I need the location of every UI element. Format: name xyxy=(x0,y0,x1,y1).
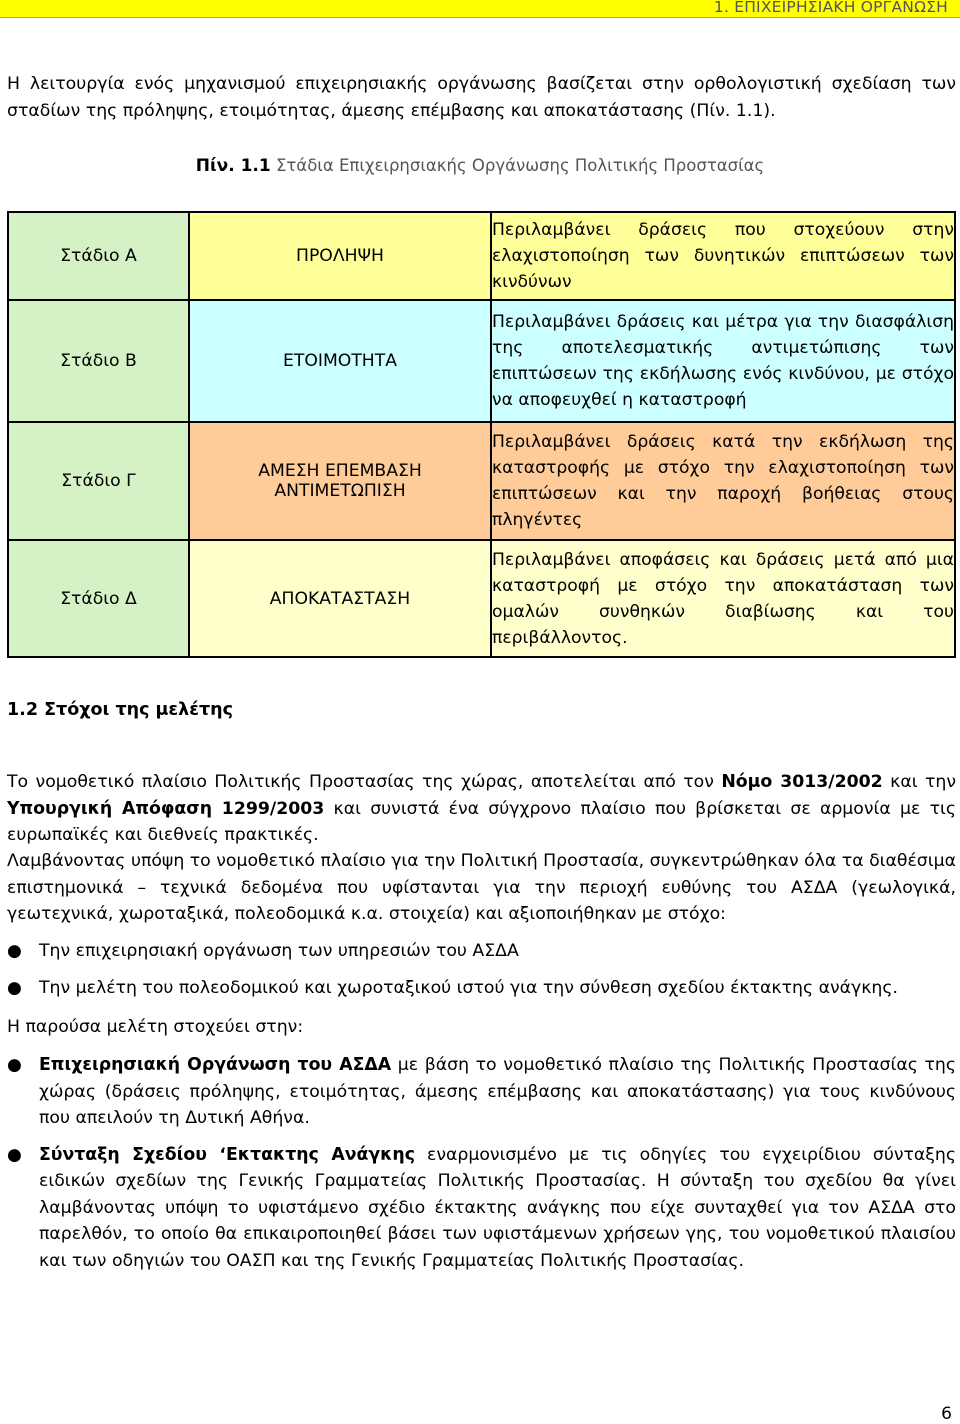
data-collection-paragraph: Λαμβάνοντας υπόψη το νομοθετικό πλαίσιο για την Πολιτική Προστασία, συγκεντρώθηκαν όλα τα διαθέσιμα επιστημονικά – τεχνικά δεδομένα που υφίστανται για την περιοχή ευθύνης του ΑΣΔΑ (γεωλογικά, γεωτεχνικά, χωροταξικά, πολεοδομικά κ.α. στοιχεία) και αξιοποιήθηκαν με στόχο: xyxy=(7,851,956,924)
phase-line: ΑΝΤΙΜΕΤΩΠΙΣΗ xyxy=(274,481,406,501)
phase-line: ΕΤΟΙΜΟΤΗΤΑ xyxy=(283,351,397,371)
table-row-stage-c xyxy=(8,422,955,540)
stage-description: Περιλαμβάνει δράσεις κατά την εκδήλωση της καταστροφής με στόχο την ελαχιστοποίηση των επιπτώσεων και την παροχή βοήθειας στους πληγέντες xyxy=(491,422,955,540)
bullet-icon: ● xyxy=(7,941,22,961)
study-aims-list xyxy=(7,1052,956,1274)
table-row-stage-b xyxy=(8,300,955,422)
objectives-list xyxy=(7,938,956,1001)
bullet-icon: ● xyxy=(7,1055,22,1075)
stages-table xyxy=(7,211,956,658)
list-item xyxy=(7,1142,956,1275)
list-item-text: Την επιχειρησιακή οργάνωση των υπηρεσιών του ΑΣΔΑ xyxy=(39,941,519,961)
stage-description: Περιλαμβάνει αποφάσεις και δράσεις μετά από μια καταστροφή με στόχο την αποκατάσταση των ομαλών συνθηκών διαβίωσης και του περιβάλλοντος. xyxy=(491,540,955,657)
phase-name xyxy=(189,540,491,657)
list-item-heading: Σύνταξη Σχεδίου ‘Εκτακτης Ανάγκης xyxy=(39,1144,415,1165)
bullet-icon: ● xyxy=(7,1144,22,1165)
decision-reference: Υπουργική Απόφαση 1299/2003 xyxy=(7,798,325,819)
bullet-icon: ● xyxy=(7,977,22,998)
page-number: 6 xyxy=(941,1404,952,1424)
table-row-stage-a xyxy=(8,212,955,300)
text-run: και συνιστά ένα σύγχρονο πλαίσιο που βρίσκεται σε αρμονία με τις ευρωπαϊκές και διεθνείς πρακτικές. xyxy=(7,798,956,845)
list-item-text: Την μελέτη του πολεοδομικού και χωροταξικού ιστού για την σύνθεση σχεδίου έκτακτης ανάγκης. xyxy=(39,977,899,998)
list-item xyxy=(7,1052,956,1132)
list-item-text: με βάση το νομοθετικό πλαίσιο της Πολιτικής Προστασίας της χώρας (δράσεις πρόληψης, ετοιμότητας, άμεσης επέμβασης και αποκατάστασης) για τους κινδύνους που απειλούν τη Δυτική Αθήνα. xyxy=(39,1055,956,1128)
phase-name xyxy=(189,422,491,540)
phase-name xyxy=(189,300,491,422)
list-item-text: εναρμονισμένο με τις οδηγίες του εγχειρίδιου σύνταξης ειδικών σχεδίων της Γενικής Γραμματείας Πολιτικής Προστασίας. Η σύνταξη του σχεδίου θα γίνει λαμβάνοντας υπόψη το υφιστάμενο σχέδιο έκτακτης ανάγκης που είχε συνταχθεί για τον ΑΣΔΑ στο παρελθόν, το οποίο θα επικαιροποιηθεί βάσει των υφιστάμενων χρήσεων γης, του νομοθετικού πλαισίου και των οδηγιών του ΟΑΣΠ και της Γενικής Γραμματείας Πολιτικής Προστασίας. xyxy=(39,1144,956,1271)
phase-line: ΑΜΕΣΗ ΕΠΕΜΒΑΣΗ xyxy=(258,461,422,481)
section-heading: 1.2 Στόχοι της μελέτης xyxy=(7,700,233,720)
text-run: και την xyxy=(882,772,956,792)
table-row-stage-d xyxy=(8,540,955,657)
phase-line: ΠΡΟΛΗΨΗ xyxy=(296,246,384,266)
running-header xyxy=(0,0,960,17)
stage-label: Στάδιο Α xyxy=(8,212,189,300)
law-reference: Νόμο 3013/2002 xyxy=(721,772,883,792)
phase-line: ΑΠΟΚΑΤΑΣΤΑΣΗ xyxy=(269,588,411,609)
list-item xyxy=(7,938,956,965)
stage-label: Στάδιο Γ xyxy=(8,422,189,540)
list-item-heading: Επιχειρησιακή Οργάνωση του ΑΣΔΑ xyxy=(39,1055,392,1075)
table-caption xyxy=(0,156,960,176)
stage-label: Στάδιο Β xyxy=(8,300,189,422)
intro-paragraph: Η λειτουργία ενός μηχανισμού επιχειρησιακής οργάνωσης βασίζεται στην ορθολογιστική σχεδίαση των σταδίων της πρόληψης, ετοιμότητας, άμεσης επέμβασης και αποκατάστασης (Πίν. 1.1). xyxy=(7,74,956,121)
chapter-title: 1. ΕΠΙΧΕΙΡΗΣΙΑΚΗ ΟΡΓΑΝΩΣΗ xyxy=(713,0,948,16)
table-title: Στάδια Επιχειρησιακής Οργάνωσης Πολιτικής Προστασίας xyxy=(275,156,765,175)
legal-framework-paragraph xyxy=(7,769,956,849)
table-number: Πίν. 1.1 xyxy=(195,156,271,176)
text-run: Το νομοθετικό πλαίσιο Πολιτικής Προστασίας της χώρας, αποτελείται από τον xyxy=(7,772,722,792)
header-divider xyxy=(0,17,960,18)
list-item xyxy=(7,975,956,1002)
phase-name xyxy=(189,212,491,300)
stage-label: Στάδιο Δ xyxy=(8,540,189,657)
stage-description: Περιλαμβάνει δράσεις που στοχεύουν στην ελαχιστοποίηση των δυνητικών επιπτώσεων των κινδύνων xyxy=(491,212,955,300)
study-aims-intro: Η παρούσα μελέτη στοχεύει στην: xyxy=(7,1017,304,1037)
stage-description: Περιλαμβάνει δράσεις και μέτρα για την διασφάλιση της αποτελεσματικής αντιμετώπισης των επιπτώσεων της εκδήλωσης ενός κινδύνου, με στόχο να αποφευχθεί η καταστροφή xyxy=(491,300,955,422)
